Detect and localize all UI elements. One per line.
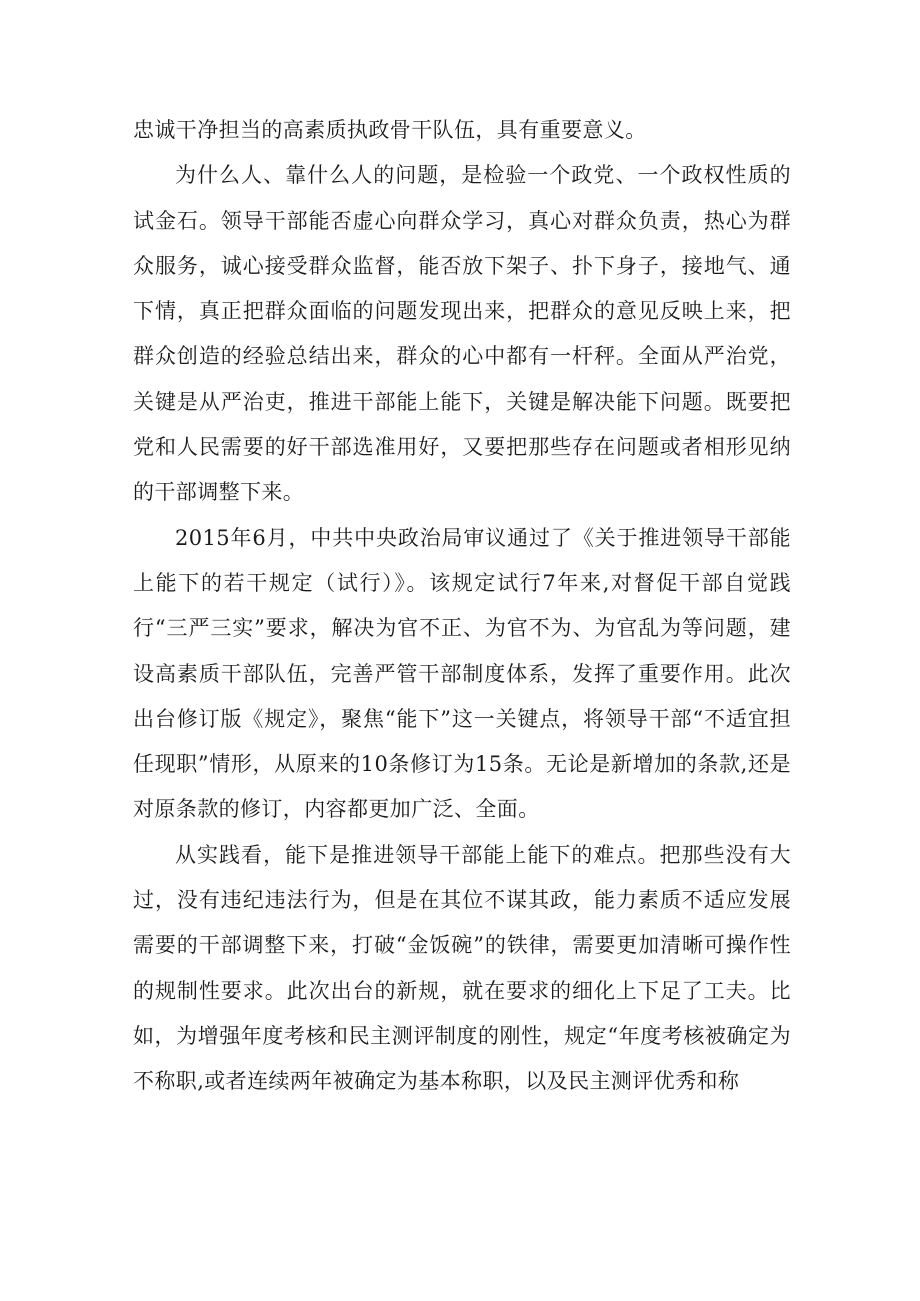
paragraph-2: 为什么人、靠什么人的问题，是检验一个政党、一个政权性质的试金石。领导干部能否虚心向群众学习，真心对群众负责，热心为群众服务，诚心接受群众监督，能否放下架子、扑下身子，接地气、通下情，真正把群众面临的问题发现出来，把群众的意见反映上来，把群众创造的经验总结出来，群众的心中都有一杆秤。全面从严治党，关键是从严治吏，推进干部能上能下，关键是解决能下问题。既要把党和人民需要的好干部选准用好，又要把那些存在问题或者相形见纳的干部调整下来。 (133, 163, 791, 505)
document-body (133, 108, 791, 1105)
paragraph-3: 2015年6月，中共中央政治局审议通过了《关于推进领导干部能上能下的若干规定（试行）》。该规定试行7年来,对督促干部自觉践行“三严三实”要求，解决为官不正、为官不为、为官乱为等问题，建设高素质干部队伍，完善严管干部制度体系，发挥了重要作用。此次出台修订版《规定》，聚焦“能下”这一关键点，将领导干部“不适宜担任现职”情形，从原来的10条修订为15条。无论是新增加的条款,还是对原条款的修订，内容都更加广泛、全面。 (133, 525, 791, 822)
paragraph-continuation: 忠诚干净担当的高素质执政骨干队伍，具有重要意义。 (133, 118, 647, 142)
paragraph-4: 从实践看，能下是推进领导干部能上能下的难点。把那些没有大过，没有违纪违法行为，但是在其位不谋其政，能力素质不适应发展需要的干部调整下来，打破“金饭碗”的铁律，需要更加清晰可操作性的规制性要求。此次出台的新规，就在要求的细化上下足了工夫。比如，为增强年度考核和民主测评制度的刚性，规定“年度考核被确定为不称职,或者连续两年被确定为基本称职，以及民主测评优秀和称 (133, 842, 791, 1094)
